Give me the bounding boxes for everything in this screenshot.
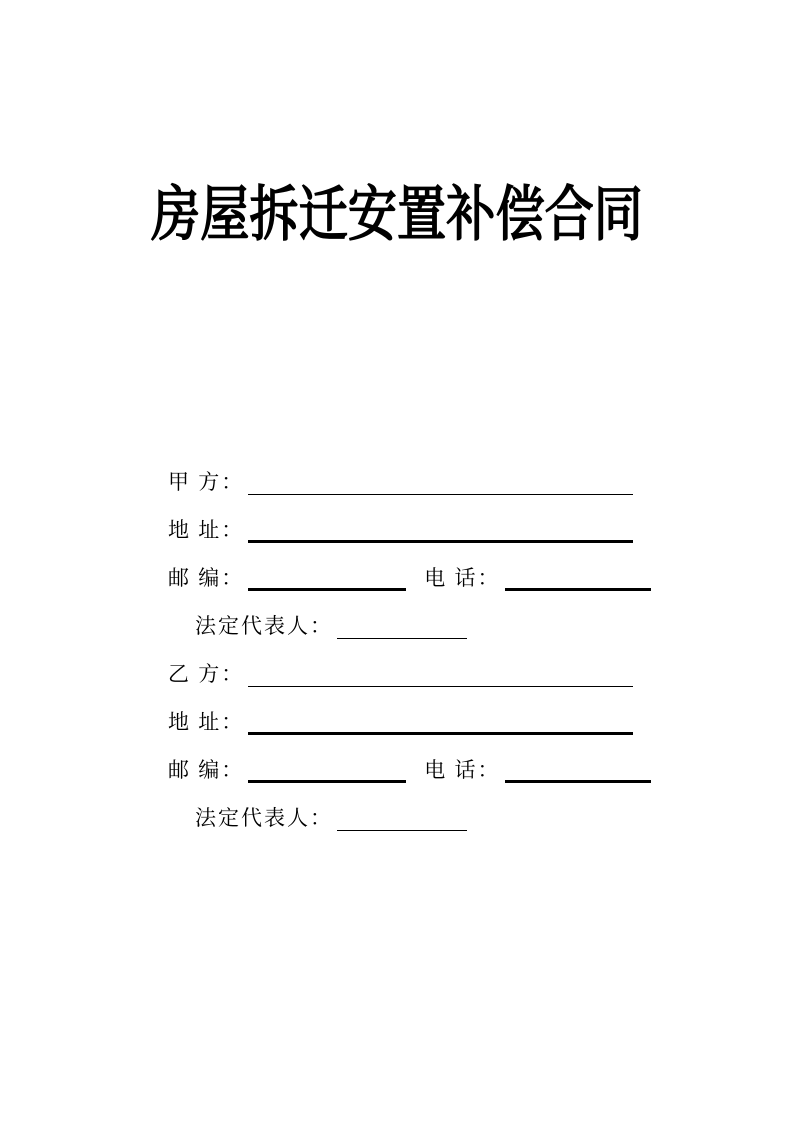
party-b-address-field[interactable] xyxy=(248,705,633,735)
party-a-phone-label: 电 话： xyxy=(424,566,501,590)
party-a-representative-label: 法定代表人： xyxy=(195,614,333,638)
party-a-name-label: 甲 方： xyxy=(168,470,245,494)
party-b-postal-field[interactable] xyxy=(248,753,406,783)
party-a-name-row xyxy=(168,458,668,506)
party-a-address-label: 地 址： xyxy=(168,518,245,542)
party-b-representative-label: 法定代表人： xyxy=(195,806,333,830)
party-b-name-label: 乙 方： xyxy=(168,662,245,686)
party-b-representative-row xyxy=(168,794,668,842)
party-a-representative-row xyxy=(168,602,668,650)
party-b-representative-field[interactable] xyxy=(337,801,467,831)
party-a-name-field[interactable] xyxy=(248,465,633,495)
party-a-address-field[interactable] xyxy=(248,513,633,543)
party-b-name-field[interactable] xyxy=(248,657,633,687)
document-title-text: 房屋拆迁安置补偿合同 xyxy=(151,182,643,248)
party-a-postal-phone-row xyxy=(168,554,668,602)
party-a-postal-field[interactable] xyxy=(248,561,406,591)
contract-parties-form xyxy=(168,458,668,842)
party-b-address-row xyxy=(168,698,668,746)
party-b-postal-phone-row xyxy=(168,746,668,794)
party-b-phone-label: 电 话： xyxy=(424,758,501,782)
party-b-name-row xyxy=(168,650,668,698)
party-a-address-row xyxy=(168,506,668,554)
party-b-postal-label: 邮 编： xyxy=(168,758,245,782)
party-a-phone-field[interactable] xyxy=(505,561,651,591)
party-a-representative-field[interactable] xyxy=(337,609,467,639)
party-b-address-label: 地 址： xyxy=(168,710,245,734)
party-b-phone-field[interactable] xyxy=(505,753,651,783)
party-a-postal-label: 邮 编： xyxy=(168,566,245,590)
document-title xyxy=(0,176,794,254)
